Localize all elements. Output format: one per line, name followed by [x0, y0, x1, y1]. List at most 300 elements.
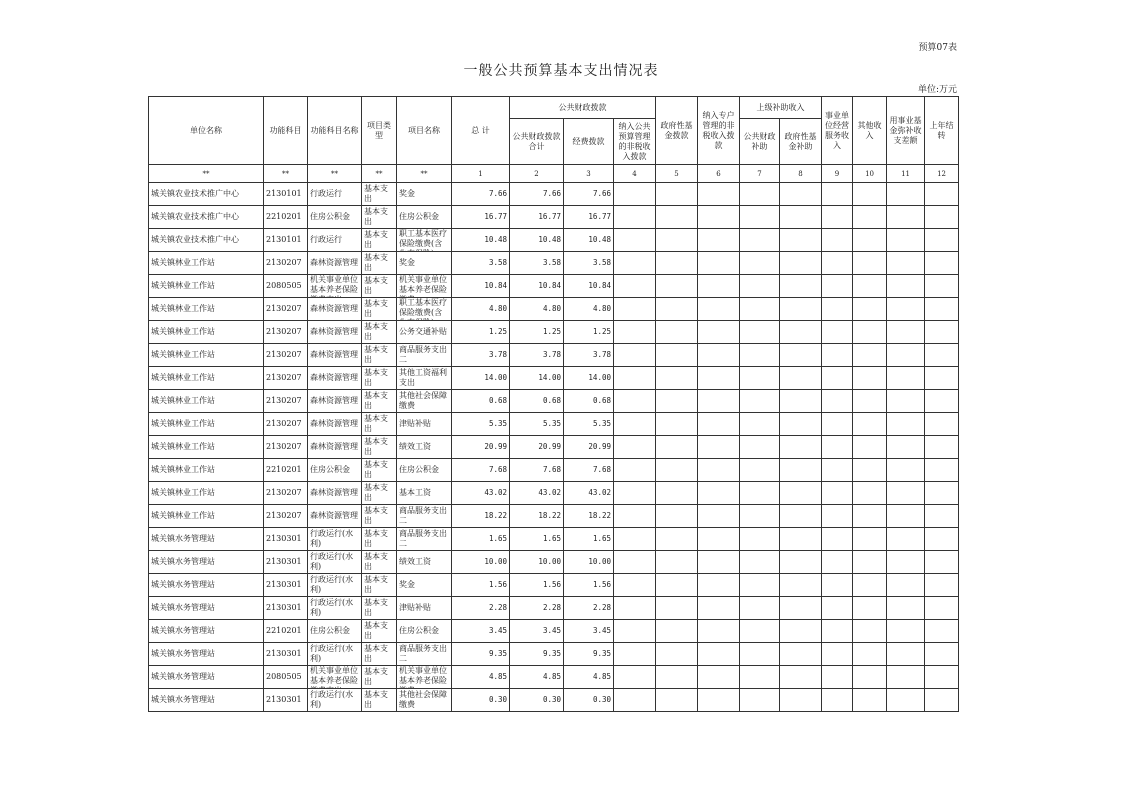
unit-name-cell — [149, 459, 264, 482]
unit-name-cell — [149, 413, 264, 436]
func-code-cell-text: 2130207 — [266, 419, 302, 428]
func-name-cell-text: 行政运行(水利) — [310, 552, 354, 571]
header-item-name: 项目名称 — [397, 97, 452, 165]
empty-cell — [853, 459, 887, 482]
operating-cell-text: 0.68 — [592, 396, 611, 405]
item-name-cell — [397, 252, 452, 275]
item-type-cell — [362, 551, 397, 574]
total-cell — [452, 551, 510, 574]
unit-name-cell-text: 城关镇林业工作站 — [151, 350, 215, 359]
func-code-cell — [264, 597, 308, 620]
operating-cell-text: 1.25 — [592, 327, 611, 336]
item-name-cell-text: 奖金 — [399, 580, 415, 589]
empty-cell — [822, 528, 853, 551]
unit-name-cell-text: 城关镇水务管理站 — [151, 672, 215, 681]
item-name-cell — [397, 436, 452, 459]
public-subtotal-cell-text: 0.68 — [542, 396, 561, 405]
item-type-cell — [362, 643, 397, 666]
total-cell — [452, 183, 510, 206]
index-cell: 8 — [780, 165, 822, 183]
item-name-cell-text: 商品服务支出二 — [399, 345, 447, 364]
empty-cell — [698, 229, 740, 252]
func-name-cell — [308, 390, 362, 413]
operating-cell-text: 3.78 — [592, 350, 611, 359]
item-name-cell-text: 奖金 — [399, 258, 415, 267]
func-name-cell-text: 行政运行(水利) — [310, 529, 354, 548]
empty-cell — [780, 459, 822, 482]
operating-cell-text: 4.80 — [592, 304, 611, 313]
item-type-cell-text: 基本支出 — [364, 368, 388, 387]
item-name-cell-text: 住房公积金 — [399, 465, 439, 474]
empty-cell — [925, 321, 959, 344]
operating-cell — [564, 482, 614, 505]
empty-cell — [698, 206, 740, 229]
empty-cell — [887, 344, 925, 367]
table-row — [149, 344, 959, 367]
operating-cell — [564, 643, 614, 666]
item-name-cell — [397, 482, 452, 505]
public-subtotal-cell — [510, 482, 564, 505]
total-cell — [452, 459, 510, 482]
func-name-cell — [308, 459, 362, 482]
func-name-cell — [308, 367, 362, 390]
empty-cell — [925, 505, 959, 528]
empty-cell — [822, 183, 853, 206]
empty-cell — [740, 390, 780, 413]
empty-cell — [656, 505, 698, 528]
empty-cell — [698, 183, 740, 206]
empty-cell — [925, 298, 959, 321]
empty-cell — [656, 390, 698, 413]
empty-cell — [853, 229, 887, 252]
item-type-cell-text: 基本支出 — [364, 230, 388, 249]
empty-cell — [698, 574, 740, 597]
total-cell-text: 2.28 — [488, 603, 507, 612]
operating-cell — [564, 666, 614, 689]
empty-cell — [698, 390, 740, 413]
empty-cell — [853, 505, 887, 528]
header-fund-supplement: 用事业基金弥补收支差额 — [887, 97, 925, 165]
public-subtotal-cell-text: 7.66 — [542, 189, 561, 198]
header-sup-public: 公共财政补助 — [740, 119, 780, 165]
item-type-cell — [362, 436, 397, 459]
empty-cell — [887, 574, 925, 597]
public-subtotal-cell — [510, 436, 564, 459]
empty-cell — [614, 620, 656, 643]
empty-cell — [656, 321, 698, 344]
total-cell-text: 10.84 — [484, 281, 507, 290]
empty-cell — [780, 390, 822, 413]
total-cell-text: 9.35 — [488, 649, 507, 658]
table-row — [149, 482, 959, 505]
item-type-cell-text: 基本支出 — [364, 322, 388, 341]
empty-cell — [853, 574, 887, 597]
header-public-fiscal: 公共财政拨款 — [510, 97, 656, 119]
public-subtotal-cell — [510, 344, 564, 367]
unit-name-cell — [149, 689, 264, 712]
empty-cell — [740, 620, 780, 643]
item-type-cell-text: 基本支出 — [364, 644, 388, 663]
public-subtotal-cell-text: 9.35 — [542, 649, 561, 658]
total-cell — [452, 321, 510, 344]
empty-cell — [698, 666, 740, 689]
func-name-cell-text: 行政运行(水利) — [310, 598, 354, 617]
empty-cell — [740, 528, 780, 551]
func-name-cell-text: 森林资源管理 — [310, 258, 358, 267]
operating-cell — [564, 528, 614, 551]
empty-cell — [822, 643, 853, 666]
func-code-cell-text: 2130101 — [266, 235, 302, 244]
empty-cell — [614, 551, 656, 574]
empty-cell — [925, 666, 959, 689]
empty-cell — [925, 643, 959, 666]
func-code-cell-text: 2130207 — [266, 442, 302, 451]
empty-cell — [925, 206, 959, 229]
empty-cell — [853, 436, 887, 459]
empty-cell — [853, 390, 887, 413]
item-type-cell-text: 基本支出 — [364, 391, 388, 410]
func-code-cell-text: 2210201 — [266, 212, 302, 221]
empty-cell — [656, 620, 698, 643]
empty-cell — [887, 183, 925, 206]
header-superior: 上级补助收入 — [740, 97, 822, 119]
item-type-cell — [362, 574, 397, 597]
item-type-cell — [362, 482, 397, 505]
empty-cell — [925, 482, 959, 505]
public-subtotal-cell-text: 1.65 — [542, 534, 561, 543]
empty-cell — [887, 298, 925, 321]
item-name-cell — [397, 689, 452, 712]
empty-cell — [614, 344, 656, 367]
total-cell-text: 18.22 — [484, 511, 507, 520]
empty-cell — [822, 275, 853, 298]
public-subtotal-cell-text: 2.28 — [542, 603, 561, 612]
total-cell — [452, 275, 510, 298]
empty-cell — [656, 252, 698, 275]
total-cell-text: 14.00 — [484, 373, 507, 382]
empty-cell — [698, 689, 740, 712]
func-code-cell — [264, 689, 308, 712]
empty-cell — [822, 206, 853, 229]
index-row — [149, 165, 959, 183]
index-cell: ** — [397, 165, 452, 183]
item-type-cell — [362, 298, 397, 321]
header-sup-fund: 政府性基金补助 — [780, 119, 822, 165]
unit-name-cell — [149, 505, 264, 528]
item-type-cell-text: 基本支出 — [364, 184, 388, 203]
func-name-cell-text: 森林资源管理 — [310, 396, 358, 405]
item-type-cell-text: 基本支出 — [364, 207, 388, 226]
func-code-cell — [264, 666, 308, 689]
unit-name-cell — [149, 528, 264, 551]
empty-cell — [925, 344, 959, 367]
func-code-cell — [264, 643, 308, 666]
empty-cell — [614, 252, 656, 275]
empty-cell — [780, 183, 822, 206]
unit-name-cell — [149, 275, 264, 298]
unit-name-cell-text: 城关镇农业技术推广中心 — [151, 235, 239, 244]
empty-cell — [780, 689, 822, 712]
empty-cell — [698, 459, 740, 482]
item-type-cell-text: 基本支出 — [364, 253, 388, 272]
operating-cell-text: 43.02 — [588, 488, 611, 497]
item-name-cell — [397, 390, 452, 413]
empty-cell — [698, 482, 740, 505]
public-subtotal-cell — [510, 298, 564, 321]
item-name-cell — [397, 206, 452, 229]
item-type-cell-text: 基本支出 — [364, 437, 388, 456]
func-code-cell-text: 2210201 — [266, 465, 302, 474]
operating-cell — [564, 275, 614, 298]
operating-cell-text: 10.00 — [588, 557, 611, 566]
header-gov-fund: 政府性基金拨款 — [656, 97, 698, 165]
header-public-fiscal-subtotal: 公共财政拨款合计 — [510, 119, 564, 165]
func-code-cell-text: 2130101 — [266, 189, 302, 198]
func-name-cell — [308, 413, 362, 436]
operating-cell — [564, 321, 614, 344]
empty-cell — [887, 597, 925, 620]
empty-cell — [698, 275, 740, 298]
public-subtotal-cell — [510, 620, 564, 643]
empty-cell — [822, 666, 853, 689]
item-type-cell — [362, 459, 397, 482]
operating-cell-text: 9.35 — [592, 649, 611, 658]
table-row — [149, 321, 959, 344]
item-type-cell — [362, 666, 397, 689]
func-name-cell-text: 行政运行(水利) — [310, 690, 354, 709]
func-name-cell — [308, 505, 362, 528]
empty-cell — [887, 436, 925, 459]
public-subtotal-cell-text: 10.84 — [538, 281, 561, 290]
public-subtotal-cell-text: 7.68 — [542, 465, 561, 474]
item-type-cell — [362, 620, 397, 643]
header-nontax-special: 纳入专户管理的非税收入拨款 — [698, 97, 740, 165]
public-subtotal-cell — [510, 551, 564, 574]
func-code-cell — [264, 620, 308, 643]
empty-cell — [887, 252, 925, 275]
unit-name-cell-text: 城关镇林业工作站 — [151, 396, 215, 405]
public-subtotal-cell — [510, 459, 564, 482]
public-subtotal-cell — [510, 206, 564, 229]
item-name-cell-text: 住房公积金 — [399, 626, 439, 635]
item-name-cell — [397, 183, 452, 206]
func-name-cell-text: 森林资源管理 — [310, 304, 358, 313]
empty-cell — [925, 275, 959, 298]
table-row — [149, 275, 959, 298]
empty-cell — [740, 206, 780, 229]
public-subtotal-cell — [510, 390, 564, 413]
table-row — [149, 666, 959, 689]
empty-cell — [740, 643, 780, 666]
total-cell — [452, 206, 510, 229]
empty-cell — [887, 505, 925, 528]
total-cell — [452, 620, 510, 643]
empty-cell — [780, 275, 822, 298]
empty-cell — [780, 574, 822, 597]
empty-cell — [614, 689, 656, 712]
empty-cell — [780, 666, 822, 689]
empty-cell — [853, 643, 887, 666]
total-cell — [452, 689, 510, 712]
func-code-cell-text: 2130301 — [266, 557, 302, 566]
empty-cell — [822, 298, 853, 321]
empty-cell — [740, 344, 780, 367]
empty-cell — [822, 551, 853, 574]
empty-cell — [925, 551, 959, 574]
table-row — [149, 183, 959, 206]
total-cell — [452, 344, 510, 367]
empty-cell — [698, 344, 740, 367]
empty-cell — [614, 321, 656, 344]
total-cell-text: 10.00 — [484, 557, 507, 566]
item-name-cell — [397, 643, 452, 666]
empty-cell — [887, 275, 925, 298]
func-code-cell — [264, 252, 308, 275]
item-name-cell — [397, 505, 452, 528]
table-row — [149, 620, 959, 643]
item-type-cell — [362, 344, 397, 367]
item-name-cell — [397, 574, 452, 597]
empty-cell — [740, 275, 780, 298]
unit-label: 单位:万元 — [917, 85, 957, 95]
item-name-cell — [397, 666, 452, 689]
func-code-cell-text: 2210201 — [266, 626, 302, 635]
empty-cell — [887, 620, 925, 643]
func-name-cell — [308, 620, 362, 643]
unit-name-cell-text: 城关镇林业工作站 — [151, 419, 215, 428]
empty-cell — [822, 413, 853, 436]
empty-cell — [698, 597, 740, 620]
empty-cell — [740, 298, 780, 321]
empty-cell — [887, 206, 925, 229]
empty-cell — [740, 229, 780, 252]
empty-cell — [698, 505, 740, 528]
public-subtotal-cell-text: 4.85 — [542, 672, 561, 681]
func-name-cell — [308, 229, 362, 252]
func-code-cell — [264, 183, 308, 206]
unit-name-cell-text: 城关镇水务管理站 — [151, 695, 215, 704]
total-cell-text: 0.68 — [488, 396, 507, 405]
public-subtotal-cell-text: 18.22 — [538, 511, 561, 520]
func-name-cell — [308, 643, 362, 666]
total-cell — [452, 436, 510, 459]
item-type-cell — [362, 229, 397, 252]
unit-name-cell-text: 城关镇水务管理站 — [151, 603, 215, 612]
empty-cell — [656, 459, 698, 482]
operating-cell — [564, 367, 614, 390]
operating-cell-text: 10.84 — [588, 281, 611, 290]
operating-cell-text: 7.66 — [592, 189, 611, 198]
unit-name-cell — [149, 551, 264, 574]
empty-cell — [780, 597, 822, 620]
empty-cell — [887, 413, 925, 436]
public-subtotal-cell-text: 1.25 — [542, 327, 561, 336]
unit-name-cell-text: 城关镇林业工作站 — [151, 465, 215, 474]
item-name-cell — [397, 298, 452, 321]
table-row — [149, 367, 959, 390]
public-subtotal-cell — [510, 252, 564, 275]
total-cell — [452, 666, 510, 689]
func-code-cell-text: 2130207 — [266, 396, 302, 405]
item-type-cell-text: 基本支出 — [364, 414, 388, 433]
unit-name-cell-text: 城关镇林业工作站 — [151, 488, 215, 497]
header-nontax-public: 纳入公共预算管理的非税收入拨款 — [614, 119, 656, 165]
unit-name-cell — [149, 367, 264, 390]
empty-cell — [887, 689, 925, 712]
item-type-cell — [362, 413, 397, 436]
item-type-cell — [362, 505, 397, 528]
item-type-cell — [362, 367, 397, 390]
index-cell: 4 — [614, 165, 656, 183]
empty-cell — [614, 482, 656, 505]
public-subtotal-cell — [510, 367, 564, 390]
table-row — [149, 229, 959, 252]
header-business-income: 事业单位经营服务收入 — [822, 97, 853, 165]
empty-cell — [656, 574, 698, 597]
empty-cell — [656, 183, 698, 206]
empty-cell — [698, 643, 740, 666]
empty-cell — [887, 482, 925, 505]
item-name-cell — [397, 344, 452, 367]
func-name-cell-text: 森林资源管理 — [310, 511, 358, 520]
func-code-cell — [264, 344, 308, 367]
item-type-cell-text: 基本支出 — [364, 575, 388, 594]
item-name-cell — [397, 275, 452, 298]
func-code-cell — [264, 574, 308, 597]
empty-cell — [698, 528, 740, 551]
item-type-cell-text: 基本支出 — [364, 506, 388, 525]
unit-name-cell — [149, 482, 264, 505]
empty-cell — [698, 620, 740, 643]
empty-cell — [822, 252, 853, 275]
empty-cell — [614, 597, 656, 620]
empty-cell — [780, 206, 822, 229]
empty-cell — [698, 413, 740, 436]
empty-cell — [656, 206, 698, 229]
header-item-type: 项目类型 — [362, 97, 397, 165]
empty-cell — [614, 229, 656, 252]
empty-cell — [614, 436, 656, 459]
unit-name-cell — [149, 436, 264, 459]
empty-cell — [853, 551, 887, 574]
unit-name-cell-text: 城关镇农业技术推广中心 — [151, 189, 239, 198]
empty-cell — [780, 367, 822, 390]
func-name-cell — [308, 482, 362, 505]
item-name-cell-text: 商品服务支出二 — [399, 644, 447, 663]
unit-name-cell — [149, 183, 264, 206]
item-name-cell — [397, 597, 452, 620]
table-row — [149, 597, 959, 620]
empty-cell — [925, 252, 959, 275]
public-subtotal-cell — [510, 229, 564, 252]
public-subtotal-cell — [510, 643, 564, 666]
empty-cell — [925, 390, 959, 413]
func-name-cell-text: 森林资源管理 — [310, 488, 358, 497]
empty-cell — [614, 528, 656, 551]
public-subtotal-cell-text: 3.78 — [542, 350, 561, 359]
table-row — [149, 252, 959, 275]
operating-cell-text: 3.58 — [592, 258, 611, 267]
item-name-cell-text: 其他工资福利支出 — [399, 368, 447, 387]
table-row — [149, 551, 959, 574]
public-subtotal-cell — [510, 321, 564, 344]
empty-cell — [853, 689, 887, 712]
total-cell — [452, 643, 510, 666]
operating-cell — [564, 298, 614, 321]
empty-cell — [740, 597, 780, 620]
func-code-cell — [264, 551, 308, 574]
total-cell-text: 4.80 — [488, 304, 507, 313]
